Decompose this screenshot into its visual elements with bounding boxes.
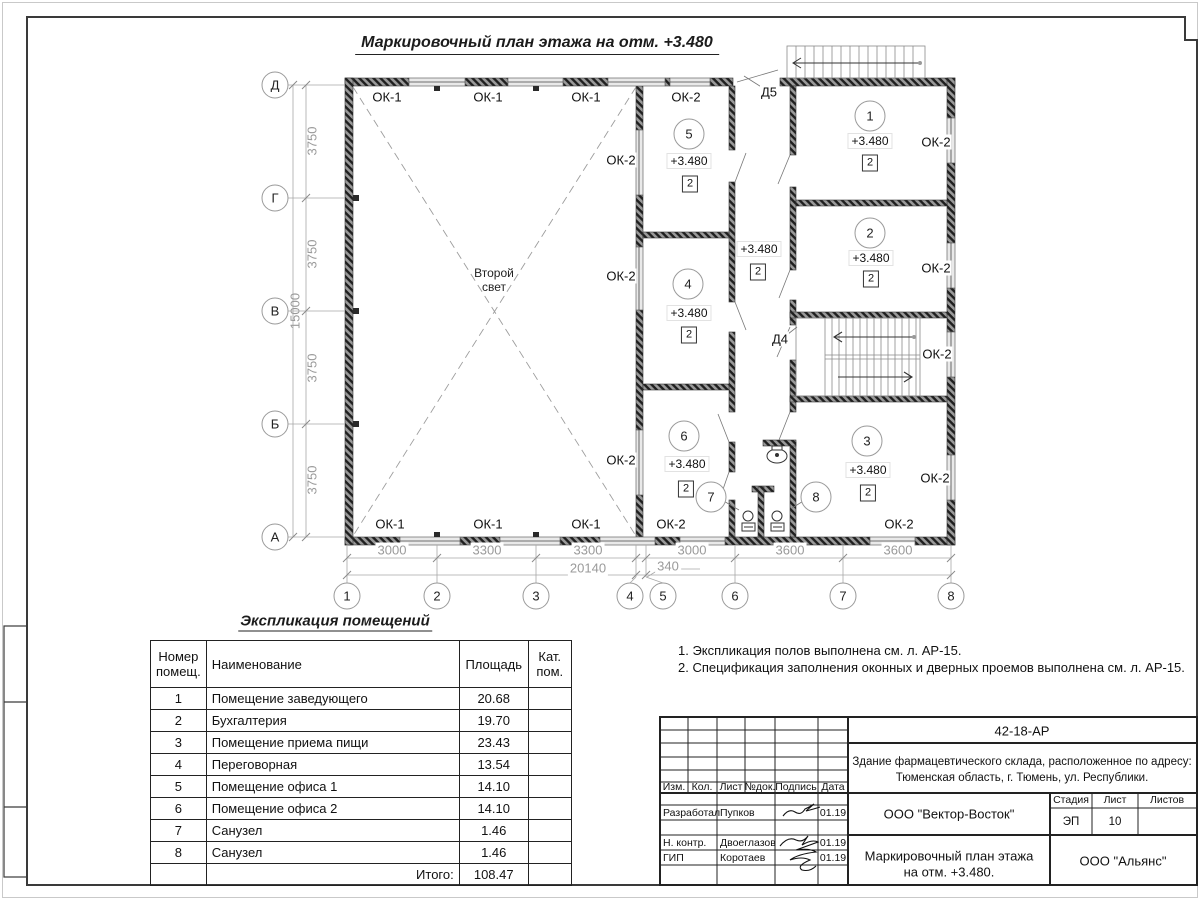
door-mark-label: Д4 (771, 331, 789, 347)
elevation-mark: +3.480 (848, 250, 893, 266)
floor-type-mark: 2 (750, 264, 766, 281)
person-role: Н. контр. (663, 837, 707, 849)
axis-bubble: 1 (334, 583, 361, 610)
second-light-note: Второй свет (474, 266, 514, 294)
schedule-cell (528, 820, 571, 842)
schedule-header-cell: Наименование (206, 641, 459, 688)
plan-title: Маркировочный план этажа на отм. +3.480 (355, 34, 719, 55)
doc-number: 42-18-АР (994, 723, 1050, 739)
customer-firm: ООО "Альянс" (1079, 853, 1167, 869)
schedule-header-cell: Площадь (459, 641, 528, 688)
dimension-label: 3300 (472, 542, 502, 558)
drawing-title-line2: на отм. +3.480. (903, 864, 995, 880)
sheet-number: 10 (1108, 816, 1122, 828)
dimension-label: 3750 (304, 465, 320, 495)
person-date: 01.19 (819, 837, 847, 849)
schedule-cell: 5 (151, 776, 207, 798)
axis-bubble: 5 (650, 583, 677, 610)
schedule-cell: 2 (151, 710, 207, 732)
dimension-label: 3750 (304, 126, 320, 156)
schedule-cell (151, 864, 207, 886)
schedule-cell (528, 842, 571, 864)
schedule-cell: 7 (151, 820, 207, 842)
dimension-label: 3000 (677, 542, 707, 558)
schedule-row (151, 842, 572, 864)
schedule-row (151, 710, 572, 732)
schedule-cell: Итого: (206, 864, 459, 886)
titleblock-header-cell: Подпись (775, 781, 817, 793)
schedule-cell (528, 710, 571, 732)
sheet-label: Лист (1103, 794, 1127, 806)
room-number-bubble: 3 (852, 426, 883, 457)
schedule-cell (528, 776, 571, 798)
window-mark-label: ОК-1 (473, 89, 503, 105)
schedule-cell: 1.46 (459, 842, 528, 864)
schedule-cell: 23.43 (459, 732, 528, 754)
schedule-cell: Помещение заведующего (206, 688, 459, 710)
dimension-label: 3600 (883, 542, 913, 558)
schedule-cell: 6 (151, 798, 207, 820)
axis-bubble: 6 (722, 583, 749, 610)
axis-bubble: Г (262, 185, 289, 212)
titleblock-header-cell: Лист (719, 781, 743, 793)
dimension-label: 3750 (304, 239, 320, 269)
schedule-cell: 13.54 (459, 754, 528, 776)
person-date: 01.19 (819, 852, 847, 864)
titleblock-header-cell: Кол. (691, 781, 713, 793)
floor-type-mark: 2 (860, 485, 876, 502)
axis-bubble: 3 (523, 583, 550, 610)
window-mark-label: ОК-2 (606, 152, 636, 168)
room-number-bubble: 4 (673, 269, 704, 300)
schedule-cell: 20.68 (459, 688, 528, 710)
dimension-label: 3000 (377, 542, 407, 558)
stage-value: ЭП (1062, 816, 1080, 828)
window-mark-label: ОК-1 (375, 516, 405, 532)
schedule-header (151, 641, 572, 688)
schedule-cell: 108.47 (459, 864, 528, 886)
person-name: Коротаев (720, 852, 766, 864)
window-mark-label: ОК-2 (921, 260, 951, 276)
floor-type-mark: 2 (862, 155, 878, 172)
axis-bubble: А (262, 524, 289, 551)
window-mark-label: ОК-2 (920, 470, 950, 486)
schedule-cell: 8 (151, 842, 207, 864)
window-mark-label: ОК-2 (671, 89, 701, 105)
room-number-bubble: 5 (674, 119, 705, 150)
window-mark-label: ОК-1 (473, 516, 503, 532)
schedule-cell: Помещение офиса 1 (206, 776, 459, 798)
floor-type-mark: 2 (678, 481, 694, 498)
elevation-mark: +3.480 (666, 153, 711, 169)
person-role: Разработал (663, 807, 721, 819)
note-line: 1. Экспликация полов выполнена см. л. АР-15. (678, 643, 962, 658)
room-number-bubble: 2 (855, 218, 886, 249)
axis-bubble: 8 (938, 583, 965, 610)
stage-label: Стадия (1053, 794, 1089, 806)
dimension-label: 15000 (287, 292, 303, 330)
schedule-cell: Санузел (206, 820, 459, 842)
window-mark-label: ОК-2 (606, 268, 636, 284)
window-mark-label: ОК-1 (571, 89, 601, 105)
schedule-cell: Переговорная (206, 754, 459, 776)
design-company: ООО "Вектор-Восток" (883, 806, 1015, 822)
dimension-label: 3750 (304, 353, 320, 383)
elevation-mark: +3.480 (845, 462, 890, 478)
schedule-cell (528, 864, 571, 886)
schedule-cell: 1.46 (459, 820, 528, 842)
schedule-cell: Санузел (206, 842, 459, 864)
schedule-cell (528, 754, 571, 776)
floor-type-mark: 2 (863, 271, 879, 288)
axis-bubble: Б (262, 411, 289, 438)
schedule-row (151, 732, 572, 754)
room-schedule-table (150, 640, 572, 886)
project-address-line1: Здание фармацевтического склада, расположенное по адресу: (852, 756, 1192, 768)
person-date: 01.19 (819, 807, 847, 819)
dimension-label: 20140 (569, 560, 607, 576)
person-name: Двоеглазов (720, 837, 776, 849)
general-notes (678, 642, 1185, 676)
schedule-title: Экспликация помещений (240, 612, 430, 630)
axis-bubble: 2 (424, 583, 451, 610)
schedule-cell: 1 (151, 688, 207, 710)
schedule-total-row (151, 864, 572, 886)
door-mark-label: Д5 (760, 84, 778, 100)
signature-strokes (780, 804, 820, 871)
schedule-cell: Помещение приема пищи (206, 732, 459, 754)
person-role: ГИП (663, 852, 684, 864)
schedule-cell: 19.70 (459, 710, 528, 732)
schedule-row (151, 820, 572, 842)
room-number-bubble: 6 (669, 421, 700, 452)
floor-type-mark: 2 (682, 176, 698, 193)
window-mark-label: ОК-2 (921, 134, 951, 150)
schedule-row (151, 776, 572, 798)
schedule-header-cell: Номер помещ. (151, 641, 207, 688)
schedule-cell (528, 798, 571, 820)
axis-bubble: 7 (830, 583, 857, 610)
schedule-row (151, 754, 572, 776)
schedule-cell: Помещение офиса 2 (206, 798, 459, 820)
elevation-mark: +3.480 (666, 305, 711, 321)
person-name: Пупков (720, 807, 755, 819)
axis-bubble: В (262, 298, 289, 325)
room-number-bubble: 7 (696, 482, 727, 513)
window-mark-label: ОК-1 (571, 516, 601, 532)
project-address-line2: Тюменская область, г. Тюмень, ул. Республики. (895, 772, 1149, 784)
schedule-header-cell: Кат. пом. (528, 641, 571, 688)
elevation-mark: +3.480 (664, 456, 709, 472)
titleblock-header-cell: №док. (744, 781, 776, 793)
sheets-label: Листов (1149, 794, 1185, 806)
schedule-row (151, 688, 572, 710)
titleblock-header-cell: Изм. (662, 781, 686, 793)
note-line: 2. Спецификация заполнения оконных и дверных проемов выполнена см. л. АР-15. (678, 660, 1185, 675)
schedule-cell (528, 688, 571, 710)
dimension-label: 3600 (775, 542, 805, 558)
room-number-bubble: 1 (855, 101, 886, 132)
window-mark-label: ОК-1 (372, 89, 402, 105)
axis-bubble: Д (262, 72, 289, 99)
dimension-label: 340 (657, 558, 679, 574)
floor-type-mark: 2 (681, 327, 697, 344)
schedule-cell: 14.10 (459, 776, 528, 798)
drawing-title-line1: Маркировочный план этажа (864, 848, 1034, 864)
titleblock-header-cell: Дата (821, 781, 845, 793)
window-mark-label: ОК-2 (922, 346, 952, 362)
window-mark-label: ОК-2 (884, 516, 914, 532)
window-mark-label: ОК-2 (606, 452, 636, 468)
schedule-cell: Бухгалтерия (206, 710, 459, 732)
room-number-bubble: 8 (801, 482, 832, 513)
window-mark-label: ОК-2 (656, 516, 686, 532)
schedule-cell: 14.10 (459, 798, 528, 820)
elevation-mark: +3.480 (736, 241, 781, 257)
schedule-cell (528, 732, 571, 754)
axis-bubble: 4 (617, 583, 644, 610)
elevation-mark: +3.480 (847, 133, 892, 149)
schedule-cell: 4 (151, 754, 207, 776)
schedule-row (151, 798, 572, 820)
schedule-cell: 3 (151, 732, 207, 754)
dimension-label: 3300 (573, 542, 603, 558)
